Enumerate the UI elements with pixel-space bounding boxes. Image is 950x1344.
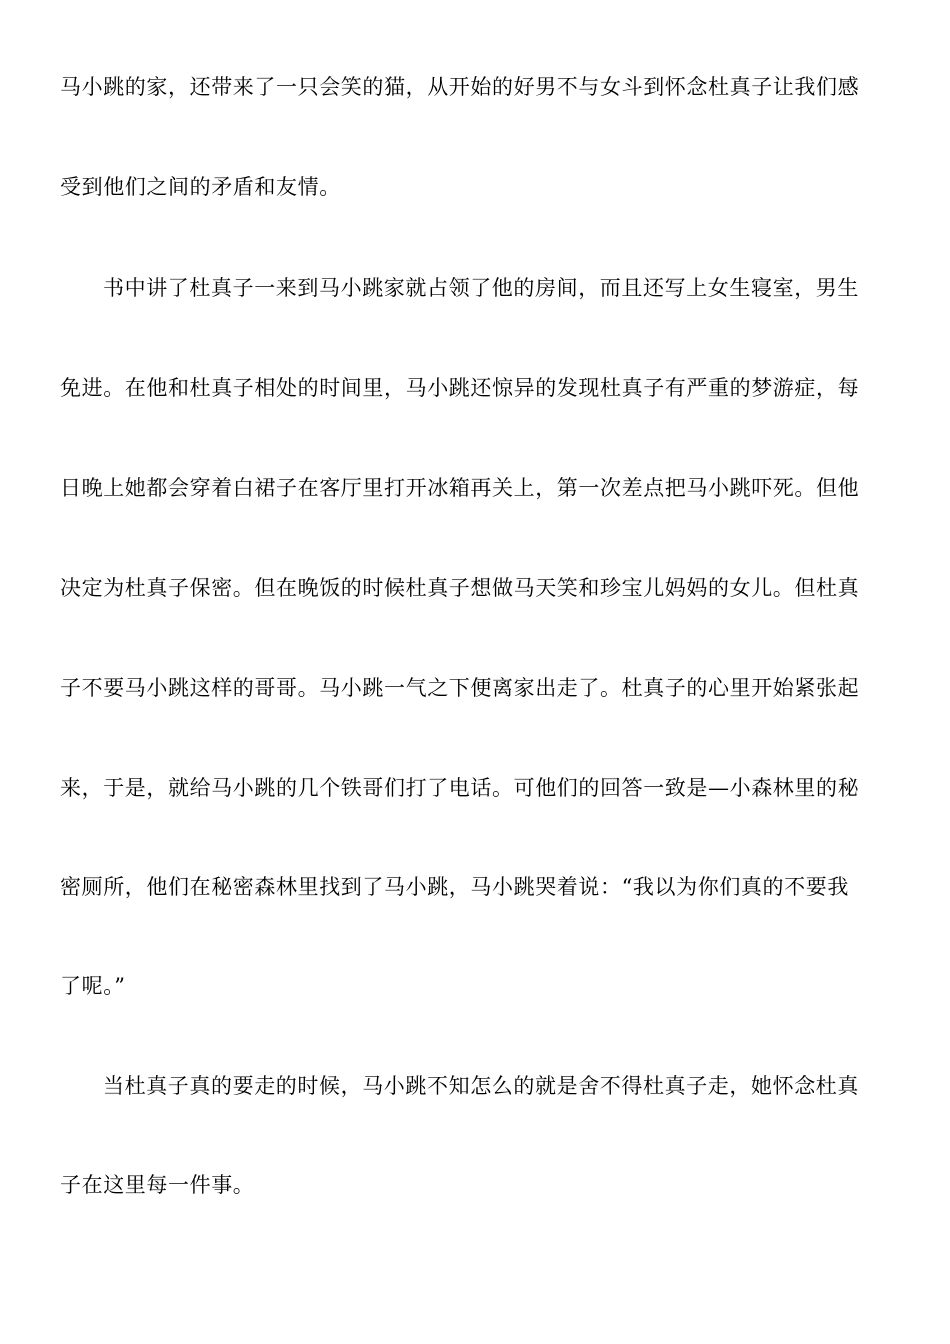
- paragraph-2-line-7: 密厕所，他们在秘密森林里找到了马小跳，马小跳哭着说：“我以为你们真的不要我: [60, 875, 849, 899]
- paragraph-2-line-1: 书中讲了杜真子一来到马小跳家就占领了他的房间，而且还写上女生寝室，男生: [103, 276, 859, 300]
- paragraph-2-line-8: 了呢。”: [60, 974, 126, 998]
- paragraph-2-line-5: 子不要马小跳这样的哥哥。马小跳一气之下便离家出走了。杜真子的心里开始紧张起: [60, 676, 860, 700]
- paragraph-2-line-2: 免进。在他和杜真子相处的时间里，马小跳还惊异的发现杜真子有严重的梦游症，每: [60, 376, 860, 400]
- paragraph-1-line-2: 受到他们之间的矛盾和友情。: [60, 175, 341, 199]
- paragraph-1-line-1: 马小跳的家，还带来了一只会笑的猫，从开始的好男不与女斗到怀念杜真子让我们感: [60, 75, 860, 99]
- paragraph-2-line-3: 日晚上她都会穿着白裙子在客厅里打开冰箱再关上，第一次差点把马小跳吓死。但他: [60, 476, 860, 500]
- paragraph-2-line-4: 决定为杜真子保密。但在晚饭的时候杜真子想做马天笑和珍宝儿妈妈的女儿。但杜真: [60, 576, 860, 600]
- paragraph-2-line-6: 来，于是，就给马小跳的几个铁哥们打了电话。可他们的回答一致是—小森林里的秘: [60, 776, 860, 800]
- paragraph-3-line-1: 当杜真子真的要走的时候，马小跳不知怎么的就是舍不得杜真子走，她怀念杜真: [103, 1074, 859, 1098]
- paragraph-3-line-2: 子在这里每一件事。: [60, 1173, 255, 1197]
